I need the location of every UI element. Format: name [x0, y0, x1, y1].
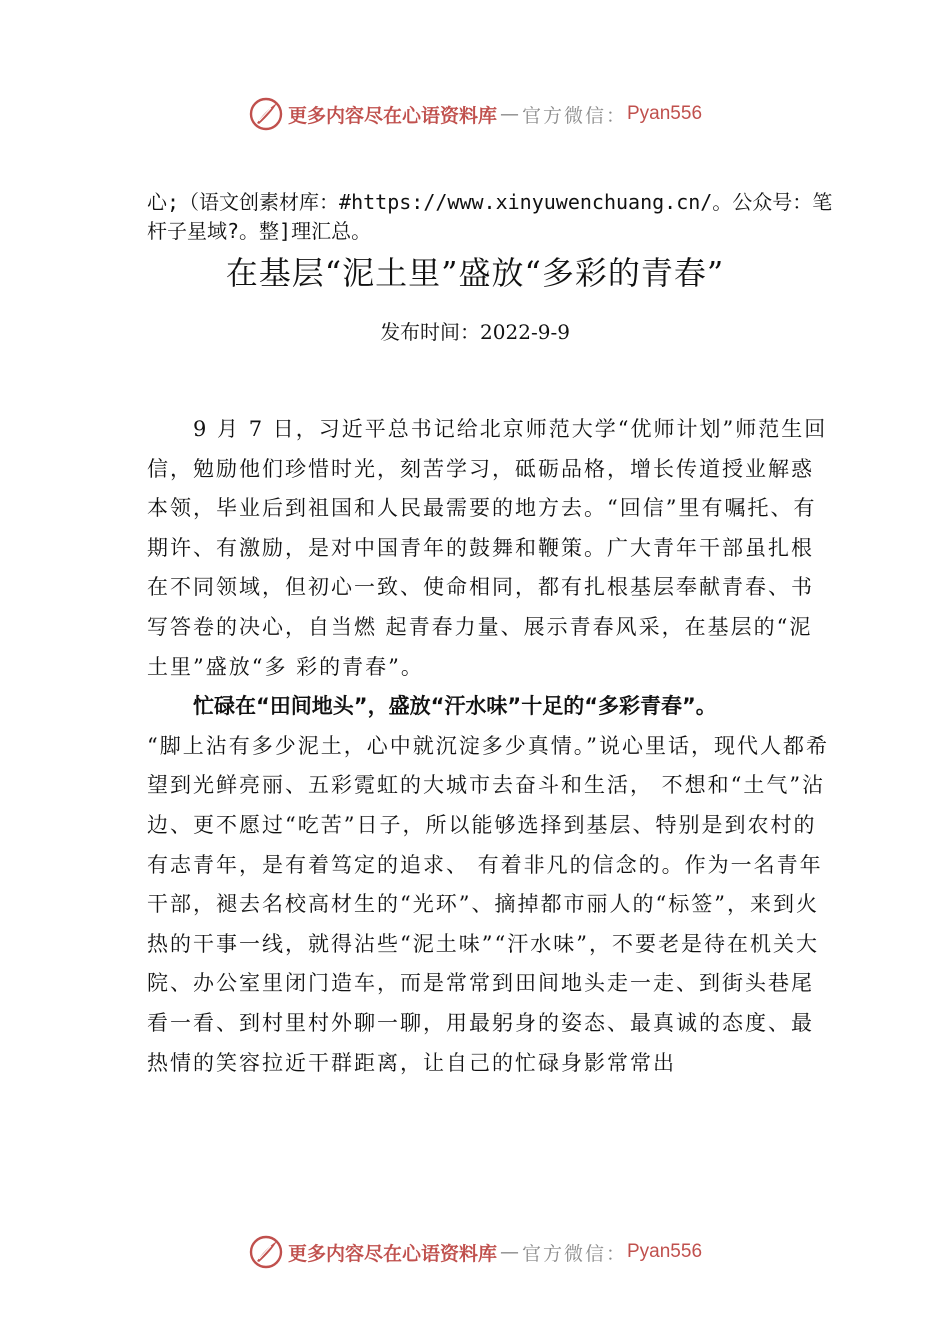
- article-body: [147, 410, 829, 1083]
- banner-wechat-id: Pyan556: [627, 1241, 703, 1262]
- banner-text: 更多内容尽在心语资料库: [287, 1242, 497, 1265]
- banner-text: 更多内容尽在心语资料库: [287, 104, 497, 127]
- quill-logo-icon: [248, 96, 284, 132]
- footer-banner: [0, 1232, 950, 1272]
- banner-dash: —: [499, 1241, 519, 1263]
- banner-wechat-label: 官方微信：: [521, 1242, 627, 1265]
- subheading: 忙碌在“田间地头”，盛放“汗水味”十足的“多彩青春”。: [193, 694, 717, 719]
- header-banner: [0, 94, 950, 134]
- quill-logo-icon: [248, 1234, 284, 1270]
- banner-wechat-label: 官方微信：: [521, 104, 627, 127]
- publish-date: 发布时间：2022-9-9: [380, 320, 570, 344]
- banner-wechat-id: Pyan556: [627, 103, 703, 124]
- paragraph-2: “脚上沾有多少泥土，心中就沉淀多少真情。”说心里话，现代人都希望到光鲜亮丽、五彩霓虹的大城市去奋斗和生活， 不想和“土气”沾边、更不愿过“吃苦”日子，所以能够选择到基层、特别是到农村的有志青年，是有着笃定的追求、 有着非凡的信念的。作为一名青年干部，褪去名校高材生的“光环”、摘掉都市丽人的“标签”，来到火热的干事一线，就得沾些“泥土味”“汗水味”，不要老是待在机关大院、办公室里闭门造车，而是常常到田间地头走一走、到街头巷尾看一看、到村里村外聊一聊，用最躬身的姿态、最真诚的态度、最热情的笑容拉近干群距离，让自己的忙碌身影常常出: [147, 733, 829, 1075]
- banner-dash: —: [499, 103, 519, 125]
- article-title: 在基层“泥土里”盛放“多彩的青春”: [225, 254, 725, 292]
- paragraph-1: 9 月 7 日，习近平总书记给北京师范大学“优师计划”师范生回信，勉励他们珍惜时光，刻苦学习，砥砺品格，增长传道授业解惑本领，毕业后到祖国和人民最需要的地方去。“回信”里有嘱托、有期许、有激励，是对中国青年的鼓舞和鞭策。广大青年干部虽扎根在不同领域，但初心一致、使命相同，都有扎根基层奉献青春、书写答卷的决心，自当燃 起青春力量、展示青春风采，在基层的“泥土里”盛放“多 彩的青春”。: [147, 417, 828, 679]
- source-note: 心;（语文创素材库：#https://www.xinyuwenchuang.cn/。公众号：笔杆子星域?。整]理汇总。: [147, 190, 833, 243]
